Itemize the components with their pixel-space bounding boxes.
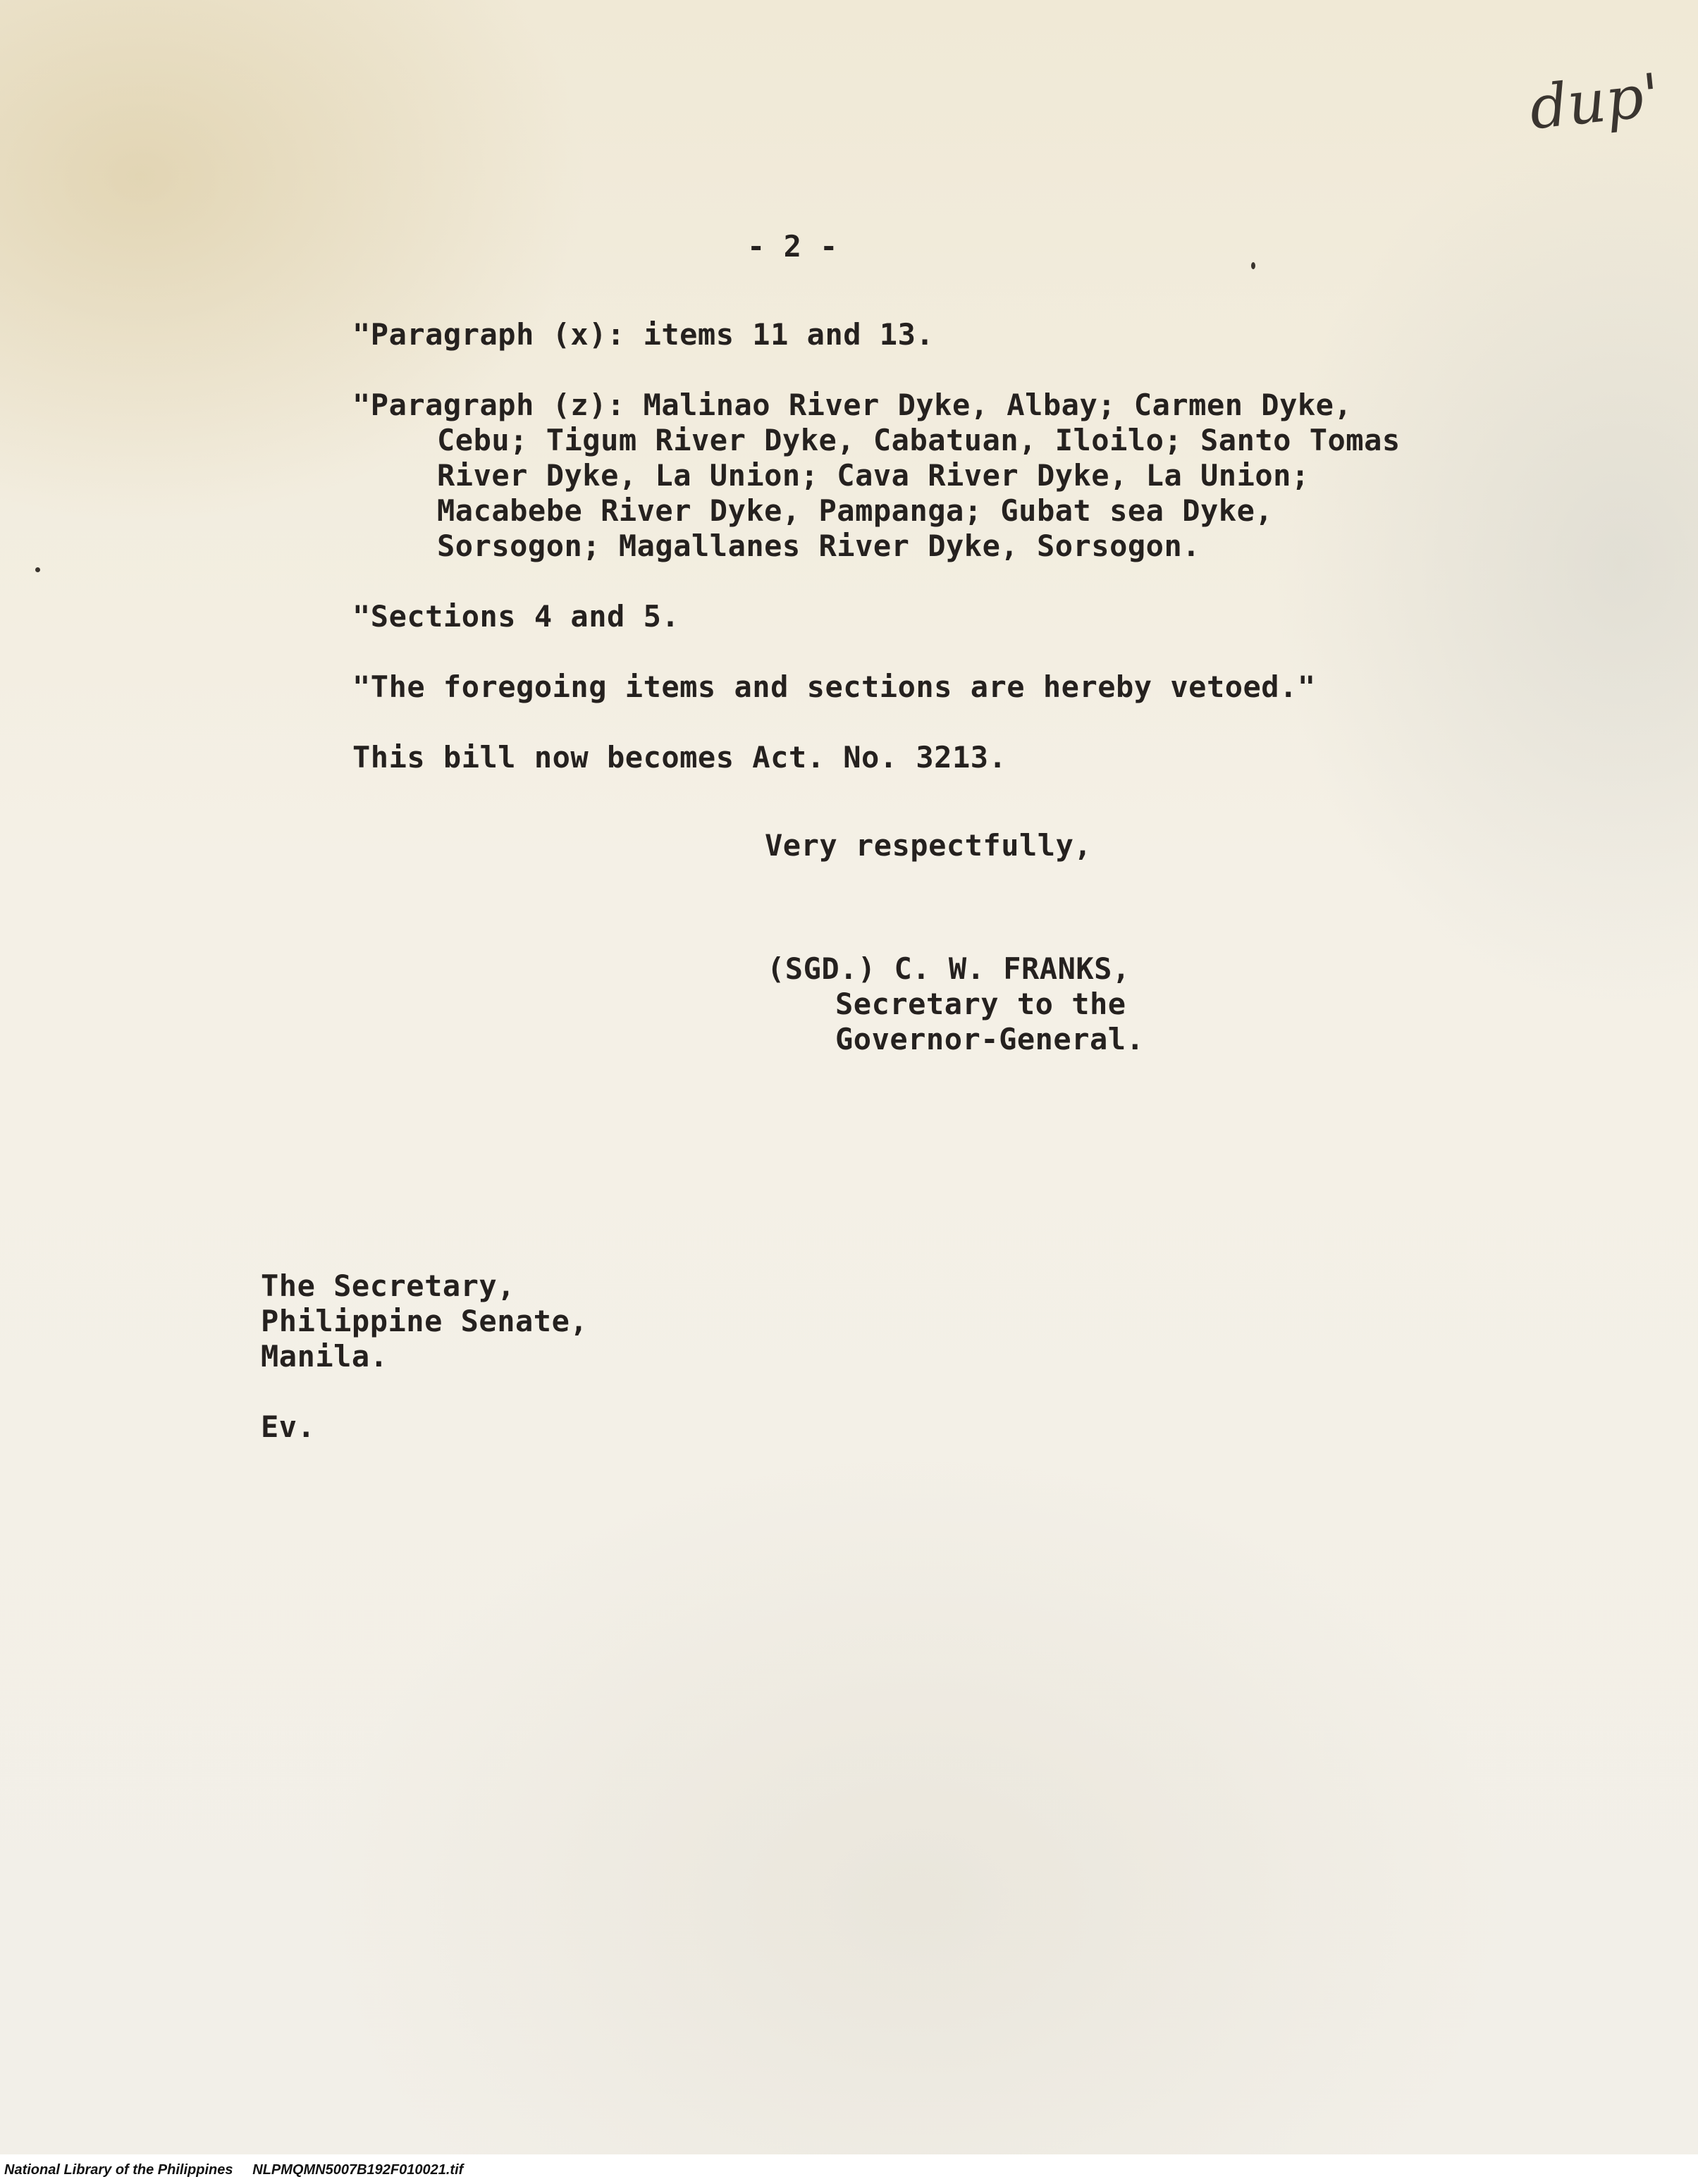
addressee-line-2: Philippine Senate,	[261, 1304, 589, 1338]
addressee-line-1: The Secretary,	[261, 1269, 516, 1303]
paragraph-z-line-5: Sorsogon; Magallanes River Dyke, Sorsogon.	[437, 529, 1201, 563]
paragraph-x-line: "Paragraph (x): items 11 and 13.	[352, 317, 935, 352]
paper-speck	[35, 567, 40, 572]
typist-initials: Ev.	[261, 1409, 316, 1444]
paragraph-z-line-2: Cebu; Tigum River Dyke, Cabatuan, Iloilo; Santo Tomas	[437, 423, 1401, 457]
signature-name: (SGD.) C. W. FRANKS,	[767, 951, 1131, 986]
paper-speck	[1251, 262, 1255, 269]
paragraph-z-line-4: Macabebe River Dyke, Pampanga; Gubat sea Dyke,	[437, 493, 1274, 528]
handwritten-annotation: dup'	[1526, 60, 1663, 143]
closing-salutation: Very respectfully,	[765, 828, 1093, 863]
addressee-line-3: Manila.	[261, 1339, 388, 1374]
signature-title-2: Governor-General.	[835, 1022, 1145, 1056]
paragraph-z-line-1: "Paragraph (z): Malinao River Dyke, Albay; Carmen Dyke,	[352, 388, 1353, 422]
page-number: - 2 -	[747, 229, 838, 264]
act-line: This bill now becomes Act. No. 3213.	[352, 740, 1007, 775]
paragraph-z-line-3: River Dyke, La Union; Cava River Dyke, La Union;	[437, 458, 1310, 493]
archive-footer-text: National Library of the Philippines NLPMQMN5007B192F010021.tif	[4, 2162, 464, 2178]
vetoed-line: "The foregoing items and sections are hereby vetoed."	[352, 670, 1316, 704]
sections-line: "Sections 4 and 5.	[352, 599, 680, 634]
signature-title-1: Secretary to the	[835, 987, 1126, 1021]
archive-footer-strip	[0, 2154, 1698, 2184]
